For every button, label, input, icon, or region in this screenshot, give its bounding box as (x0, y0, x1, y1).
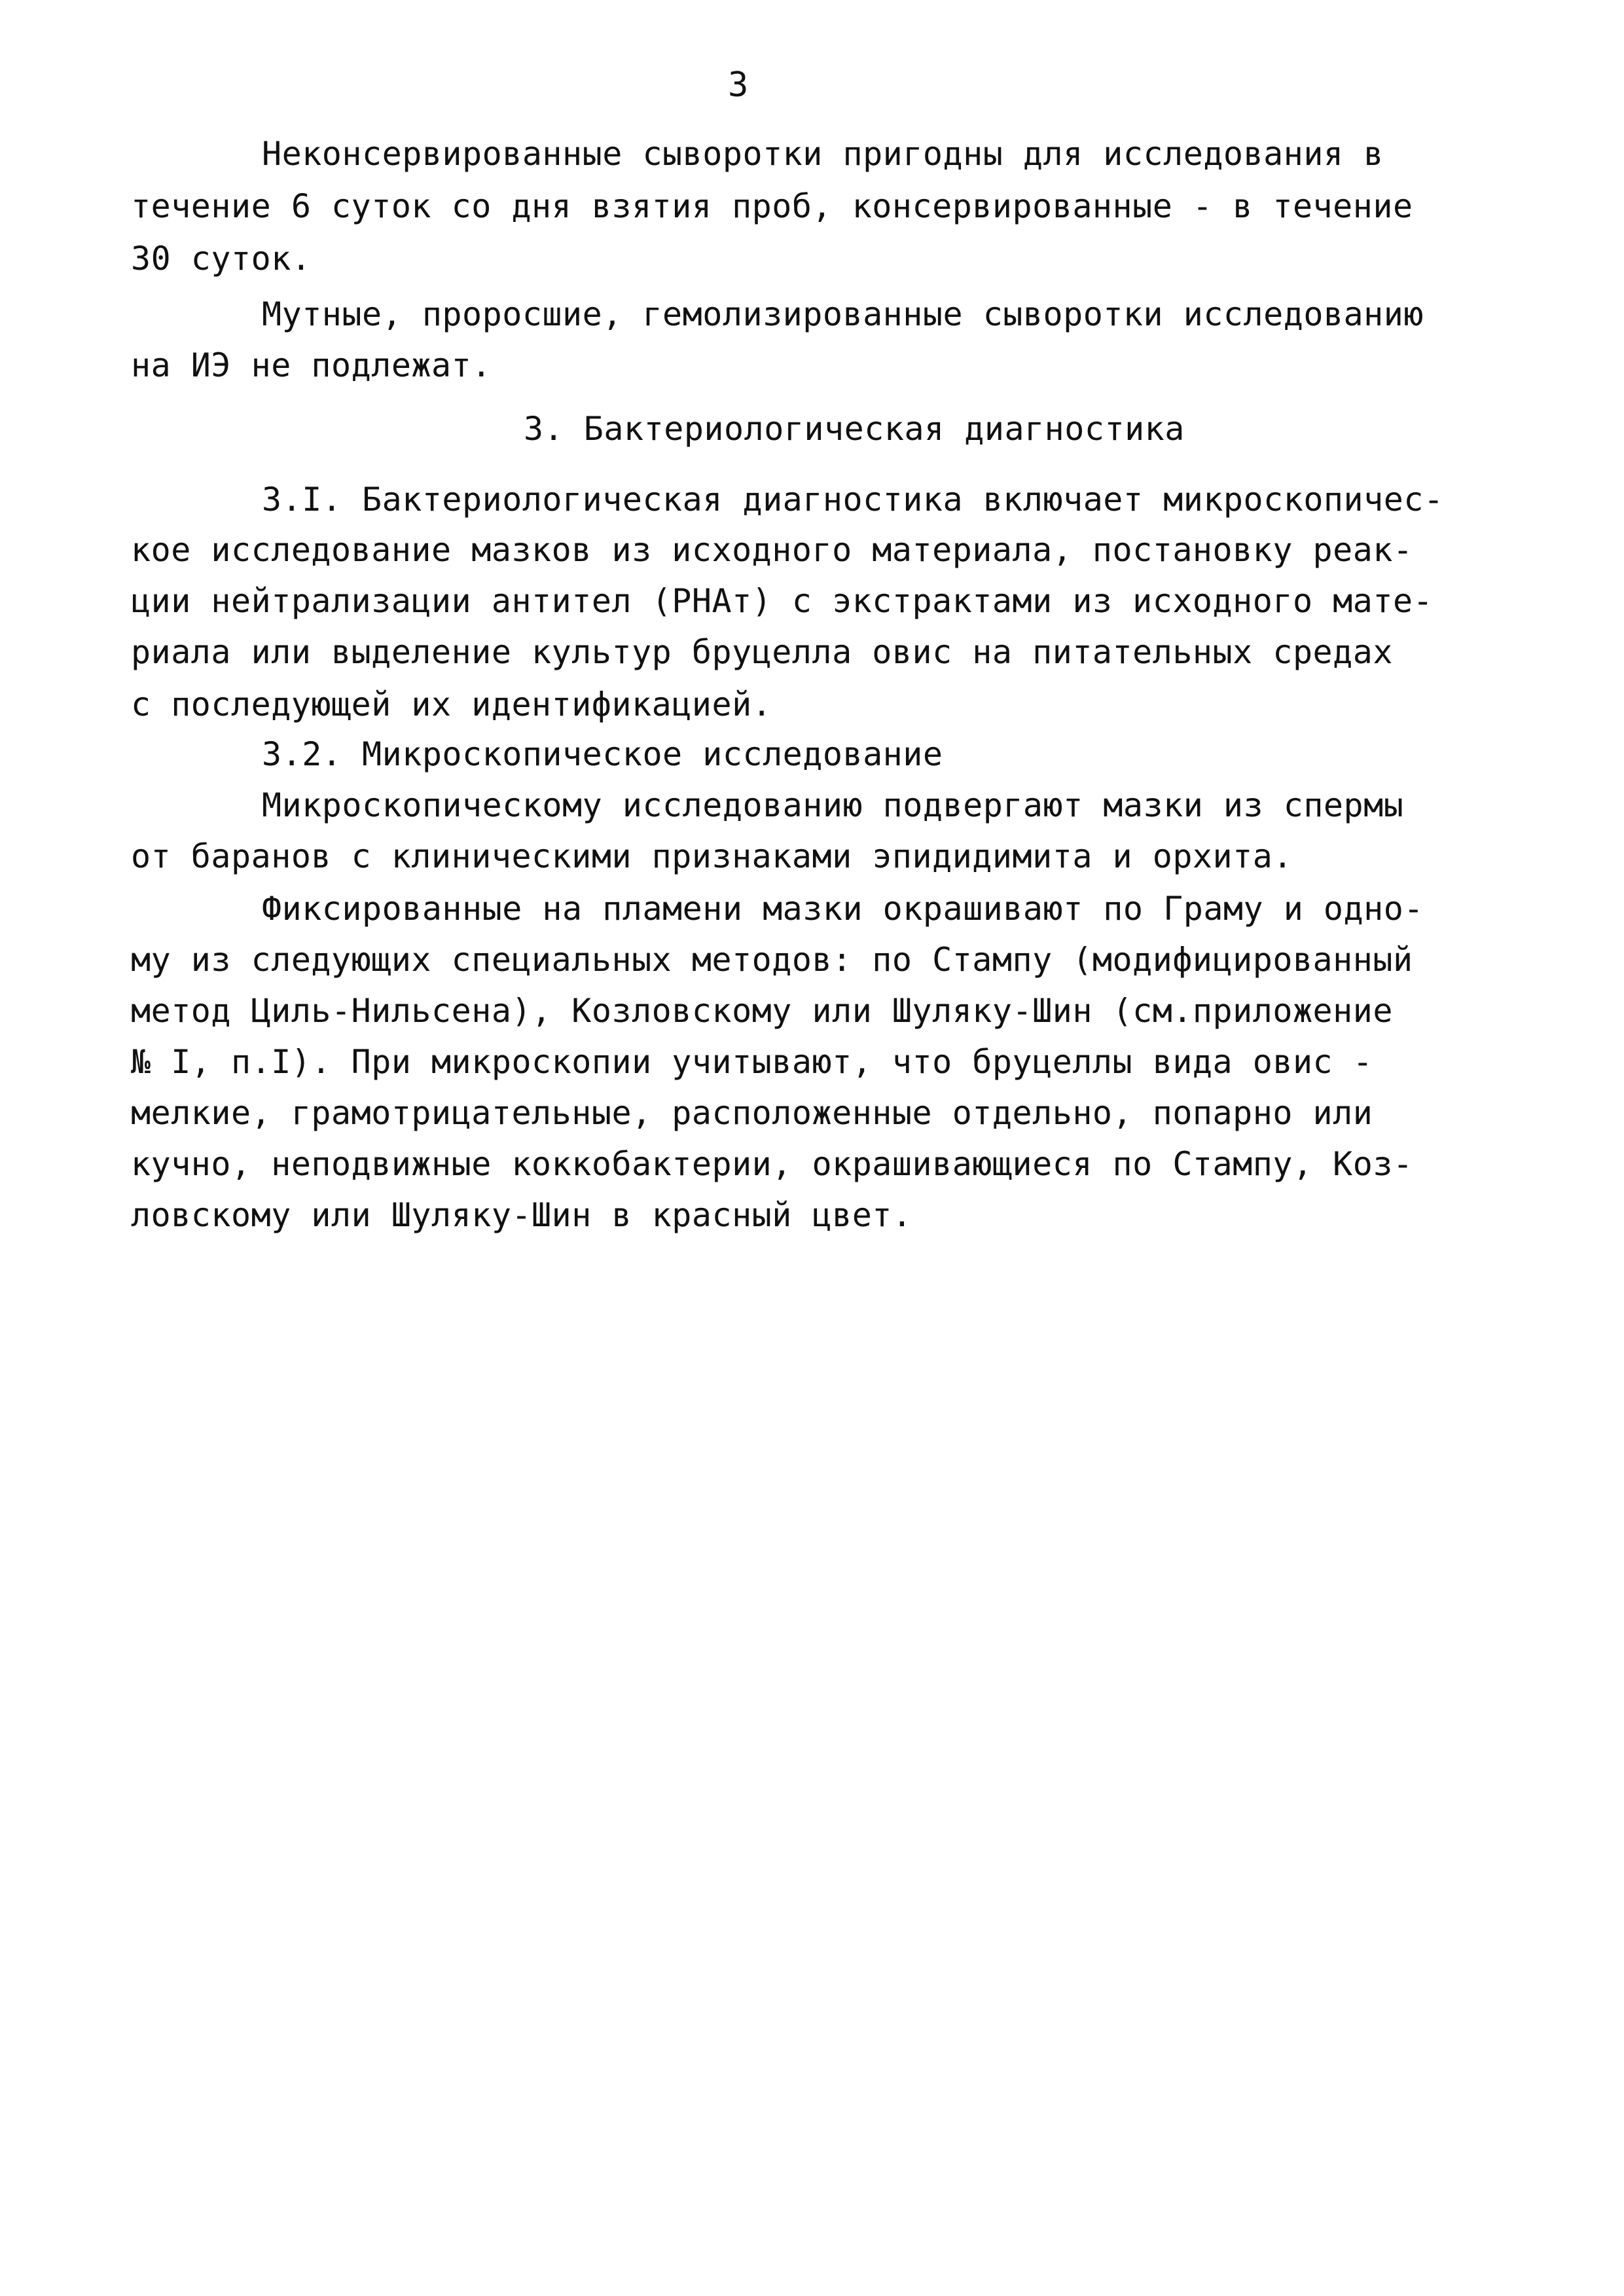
subsection-heading: 3.2. Микроскопическое исследование (262, 735, 943, 773)
text-line: му из следующих специальных методов: по Стампу (модифицированный (131, 941, 1413, 979)
text-line: ции нейтрализации антител (РНАт) с экстрактами из исходного мате- (131, 582, 1434, 620)
text-line: 3.I. Бактериологическая диагностика включает микроскопичес- (262, 481, 1444, 519)
text-line: с последующей их идентификацией. (131, 685, 772, 723)
text-line: кучно, неподвижные коккобактерии, окрашивающиеся по Стампу, Коз- (131, 1145, 1413, 1183)
text-line: Фиксированные на пламени мазки окрашивают по Граму и одно- (262, 890, 1424, 928)
text-line: риала или выделение культур бруцелла овис на питательных средах (131, 633, 1393, 671)
text-line: Неконсервированные сыворотки пригодны для исследования в (262, 135, 1384, 173)
text-line: Микроскопическому исследованию подвергают мазки из спермы (262, 786, 1404, 824)
text-line: ловскому или Шуляку-Шин в красный цвет. (131, 1196, 912, 1234)
text-line: мелкие, грамотрицательные, расположенные отдельно, попарно или (131, 1094, 1373, 1132)
page-number: 3 (728, 65, 749, 105)
text-line: на ИЭ не подлежат. (131, 346, 492, 384)
text-line: течение 6 суток со дня взятия проб, консервированные - в течение (131, 187, 1413, 225)
text-line: от баранов с клиническими признаками эпидидимита и орхита. (131, 837, 1293, 875)
text-line: кое исследование мазков из исходного материала, постановку реак- (131, 531, 1413, 569)
section-heading: 3. Бактериологическая диагностика (524, 410, 1185, 448)
text-line: 30 суток. (131, 240, 312, 278)
text-line: метод Циль-Нильсена), Козловскому или Шуляку-Шин (см.приложение (131, 992, 1393, 1030)
text-line: Мутные, проросшие, гемолизированные сыворотки исследованию (262, 295, 1424, 333)
text-line: № I, п.I). При микроскопии учитывают, что бруцеллы вида овис - (131, 1043, 1373, 1081)
